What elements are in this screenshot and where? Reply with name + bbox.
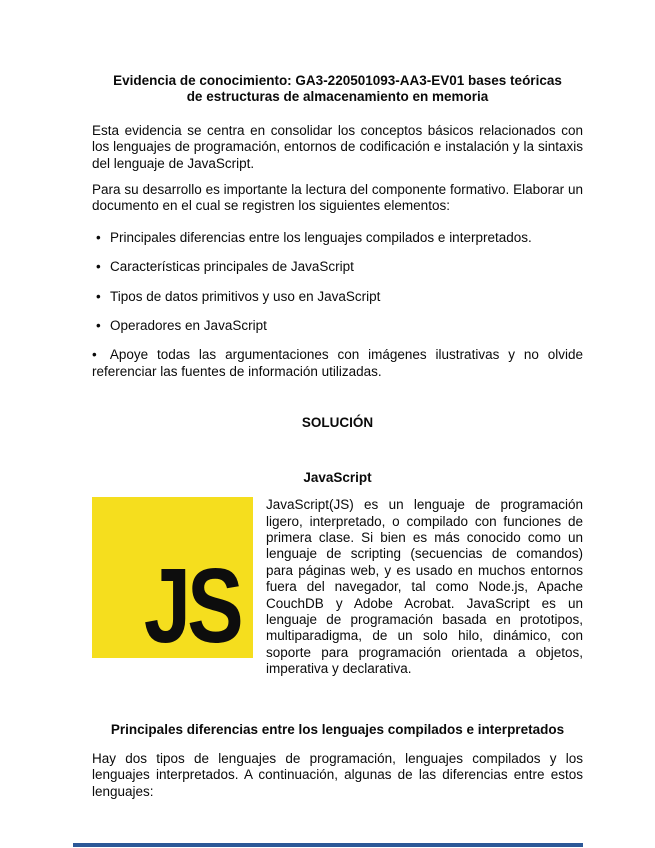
instructions-paragraph: Para su desarrollo es importante la lectura del componente formativo. Elaborar un documento en el cual se registren los siguientes elementos: — [92, 182, 583, 214]
list-item-text: Características principales de JavaScript — [110, 259, 354, 275]
javascript-description: JavaScript(JS) es un lenguaje de programación ligero, interpretado, o compilado con funciones de primera clase. Si bien es más conocido como un lenguaje de scripting (secuencias de comandos) para páginas web, y es usado en muchos entornos fuera del navegador, tal como Node.js, Apache CouchDB y Adobe Acrobat. JavaScript es un lenguaje de programación basada en prototipos, multiparadigma, de un solo hilo, dinámico, con soporte para programación orientada a objetos, imperativa y declarativa. — [266, 497, 583, 677]
javascript-logo — [92, 497, 253, 665]
solution-heading: SOLUCIÓN — [301, 415, 374, 431]
differences-paragraph: Hay dos tipos de lenguajes de programación, lenguajes compilados y los lenguajes interpretados. A continuación, algunas de las diferencias entre estos lenguajes: — [92, 750, 583, 799]
bullet-icon: • — [96, 229, 101, 245]
list-item-text: Principales diferencias entre los lenguajes compilados e interpretados. — [110, 229, 532, 245]
bullet-note-text: Apoye todas las argumentaciones con imágenes ilustrativas y no olvide referenciar las fuentes de información utilizadas. — [92, 347, 583, 379]
bullet-note-paragraph — [92, 347, 583, 380]
document-content — [92, 0, 583, 800]
bullet-list — [92, 230, 583, 335]
list-item-text: Operadores en JavaScript — [110, 318, 267, 334]
table-top-border-bar — [73, 843, 583, 847]
bullet-icon: • — [96, 259, 101, 275]
bullet-icon: • — [96, 288, 101, 304]
javascript-heading: JavaScript — [303, 469, 372, 485]
javascript-section — [92, 497, 583, 677]
list-item — [92, 289, 583, 305]
list-item — [92, 259, 583, 275]
list-item — [92, 230, 583, 246]
bullet-icon: • — [92, 347, 97, 363]
differences-heading: Principales diferencias entre los lenguajes compilados e interpretados — [110, 721, 565, 737]
bullet-icon: • — [96, 318, 101, 334]
list-item-text: Tipos de datos primitivos y uso en JavaScript — [110, 288, 381, 304]
page-title: Evidencia de conocimiento: GA3-220501093-AA3-EV01 bases teóricas de estructuras de almacenamiento en memoria — [113, 73, 562, 105]
list-item — [92, 318, 583, 334]
intro-paragraph: Esta evidencia se centra en consolidar los conceptos básicos relacionados con los lenguajes de programación, entornos de codificación e instalación y la sintaxis del lenguaje de JavaScript. — [92, 122, 583, 171]
javascript-logo-text: JS — [144, 546, 240, 665]
